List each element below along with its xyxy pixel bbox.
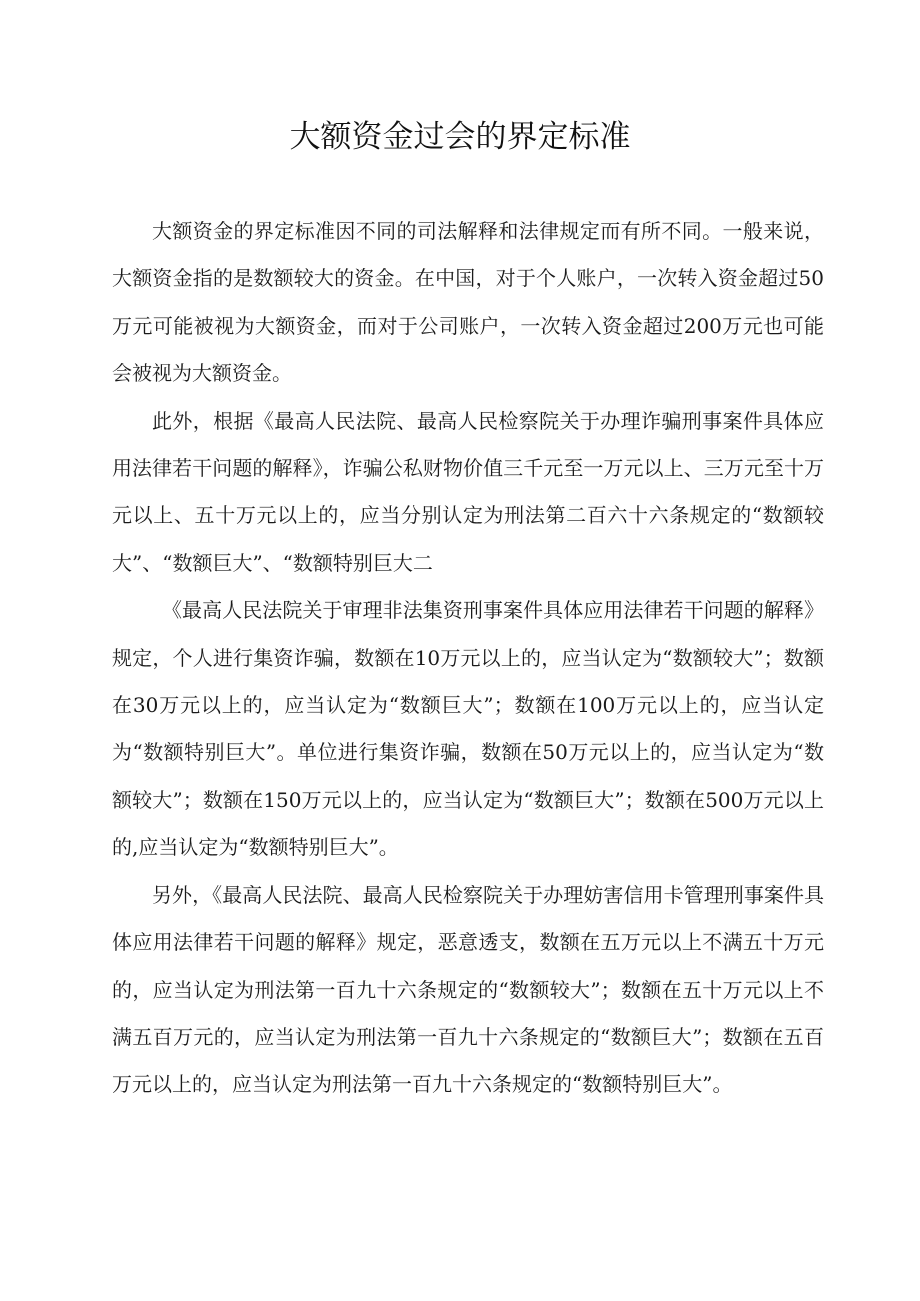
paragraph-credit-card-overdraft: 另外，《最高人民法院、最高人民检察院关于办理妨害信用卡管理刑事案件具体应用法律若干问题的解释》规定，恶意透支，数额在五万元以上不满五十万元的，应当认定为刑法第一百九十六条规定的“数额较大”；数额在五十万元以上不满五百万元的，应当认定为刑法第一百九十六条规定的“数额巨大”；数额在五百万元以上的，应当认定为刑法第一百九十六条规定的“数额特别巨大”。 [112, 882, 824, 1097]
paragraph-illegal-fundraising: 《最高人民法院关于审理非法集资刑事案件具体应用法律若干问题的解释》规定，个人进行集资诈骗，数额在10万元以上的，应当认定为“数额较大”；数额在30万元以上的，应当认定为“数额巨大”；数额在100万元以上的，应当认定为“数额特别巨大”。单位进行集资诈骗，数额在50万元以上的，应当认定为“数额较大”；数额在150万元以上的，应当认定为“数额巨大”；数额在500万元以上的,应当认定为“数额特别巨大”。 [112, 598, 824, 860]
paragraph-fraud-interpretation: 此外，根据《最高人民法院、最高人民检察院关于办理诈骗刑事案件具体应用法律若干问题的解释》，诈骗公私财物价值三千元至一万元以上、三万元至十万元以上、五十万元以上的，应当分别认定为刑法第二百六十六条规定的“数额较大”、“数额巨大”、“数额特别巨大二 [112, 408, 824, 575]
document-body [112, 208, 824, 1109]
document-title: 大额资金过会的界定标准 [289, 119, 631, 155]
paragraph-large-fund-definition: 大额资金的界定标准因不同的司法解释和法律规定而有所不同。一般来说，大额资金指的是数额较大的资金。在中国，对于个人账户，一次转入资金超过50万元可能被视为大额资金，而对于公司账户，一次转入资金超过200万元也可能会被视为大额资金。 [112, 219, 824, 386]
